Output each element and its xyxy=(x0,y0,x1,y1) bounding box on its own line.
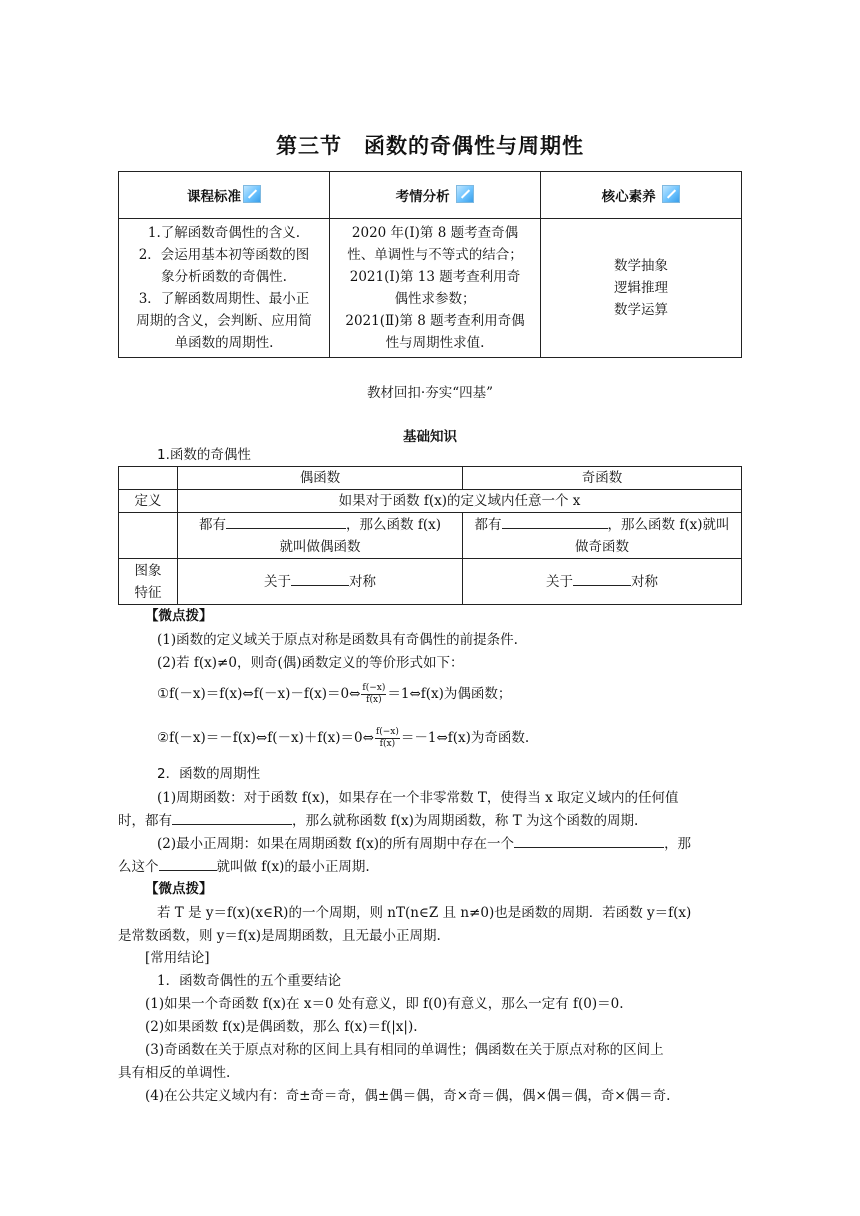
standards-table xyxy=(118,171,742,358)
even-definition: 都有 ，那么函数 f(x) 就叫做偶函数 xyxy=(178,513,463,559)
even-header: 偶函数 xyxy=(178,467,463,490)
core-literacy-cell: 数学抽象 逻辑推理 数学运算 xyxy=(541,219,742,358)
even-condition-blank xyxy=(226,514,346,529)
definition-text: 如果对于函数 f(x)的定义域内任意一个 x xyxy=(178,490,742,513)
odd-condition-blank xyxy=(502,514,608,529)
periodicity-p2-line2: 么这个 就叫做 f(x)的最小正周期. xyxy=(118,856,370,878)
periodic-condition-blank xyxy=(172,810,292,825)
odd-definition: 都有 ，那么函数 f(x)就叫 做奇函数 xyxy=(463,513,742,559)
odd-even-heading: 1.函数的奇偶性 xyxy=(157,447,251,463)
pencil-icon xyxy=(243,185,261,203)
periodicity-p2-line1: (2)最小正周期：如果在周期函数 f(x)的所有周期中存在一个 ，那 xyxy=(157,833,691,855)
conclusion-4: (4)在公共定义域内有：奇±奇＝奇，偶±偶＝偶，奇×奇＝偶，偶×偶＝偶，奇×偶＝奇. xyxy=(145,1088,671,1104)
tip1-line1: (1)函数的定义域关于原点对称是函数具有奇偶性的前提条件. xyxy=(157,632,518,648)
page-title: 第三节 函数的奇偶性与周期性 xyxy=(276,134,584,158)
odd-equivalence-formula: ②f(－x)＝－f(x)⇔f(－x)＋f(x)＝0⇔ $\frac{f(-x)}{f(x)}$ ＝－1⇔f(x)为奇函数. xyxy=(157,727,530,749)
conclusion-2: (2)如果函数 f(x)是偶函数，那么 f(x)＝f(|x|). xyxy=(145,1019,418,1035)
periodicity-p1-line2: 时，都有 ，那么就称函数 f(x)为周期函数，称 T 为这个函数的周期. xyxy=(118,810,638,832)
even-symmetry-blank xyxy=(291,571,349,586)
tip-label-1: 【微点拨】 xyxy=(145,608,213,624)
odd-symmetry-blank xyxy=(573,571,631,586)
periodicity-heading: 2．函数的周期性 xyxy=(157,766,261,782)
common-conclusions-label: [常用结论] xyxy=(145,950,210,966)
odd-header: 奇函数 xyxy=(463,467,742,490)
pencil-icon xyxy=(662,185,680,203)
odd-even-table xyxy=(118,466,742,605)
conclusion-3-line2: 具有相反的单调性. xyxy=(118,1065,231,1081)
tip2-line1: 若 T 是 y＝f(x)(x∈R)的一个周期，则 nT(n∈Z 且 n≠0)也是函数的周期．若函数 y＝f(x) xyxy=(157,905,692,921)
conclusion-1: (1)如果一个奇函数 f(x)在 x＝0 处有意义，即 f(0)有意义，那么一定有 f(0)＝0. xyxy=(145,996,624,1012)
tip-label-2: 【微点拨】 xyxy=(145,881,213,897)
section-heading: 教材回扣·夯实“四基” xyxy=(366,385,494,401)
smallest-positive-blank xyxy=(159,856,217,871)
curriculum-cell: 1.了解函数奇偶性的含义. 2．会运用基本初等函数的图 象分析函数的奇偶性. 3．了解函数周期性、最小正 周期的含义，会判断、应用简 单函数的周期性. xyxy=(119,219,330,358)
tip2-line2: 是常数函数，则 y＝f(x)是周期函数，且无最小正周期. xyxy=(118,928,441,944)
conclusion-3-line1: (3)奇函数在关于原点对称的区间上具有相同的单调性；偶函数在关于原点对称的区间上 xyxy=(145,1042,664,1058)
definition-label: 定义 xyxy=(119,490,178,513)
even-equivalence-formula: ①f(－x)＝f(x)⇔f(－x)－f(x)＝0⇔ $\frac{f(-x)}{f(x)}$ ＝1⇔f(x)为偶函数； xyxy=(157,683,512,705)
fraction: $\frac{f(-x)}{f(x)}$ xyxy=(362,683,386,705)
header-exam-analysis: 考情分析 xyxy=(330,172,541,219)
even-graph-feature: 关于 对称 xyxy=(178,559,463,605)
graph-feature-label: 图象 特征 xyxy=(119,559,178,605)
odd-graph-feature: 关于 对称 xyxy=(463,559,742,605)
basic-knowledge-heading: 基础知识 xyxy=(403,429,457,445)
header-core-literacy: 核心素养 xyxy=(541,172,742,219)
fraction: $\frac{f(-x)}{f(x)}$ xyxy=(375,727,399,749)
tip1-line2: (2)若 f(x)≠0，则奇(偶)函数定义的等价形式如下： xyxy=(157,655,464,671)
header-curriculum: 课程标准 xyxy=(119,172,330,219)
min-period-blank xyxy=(514,833,664,848)
pencil-icon xyxy=(456,185,474,203)
exam-analysis-cell: 2020 年(Ⅰ)第 8 题考查奇偶 性、单调性与不等式的结合； 2021(Ⅰ)第 13 题考查利用奇 偶性求参数； 2021(Ⅱ)第 8 题考查利用奇偶 性与周期性求值. xyxy=(330,219,541,358)
periodicity-p1-line1: (1)周期函数：对于函数 f(x)，如果存在一个非零常数 T，使得当 x 取定义域内的任何值 xyxy=(157,790,679,806)
common-heading: 1．函数奇偶性的五个重要结论 xyxy=(157,973,342,989)
